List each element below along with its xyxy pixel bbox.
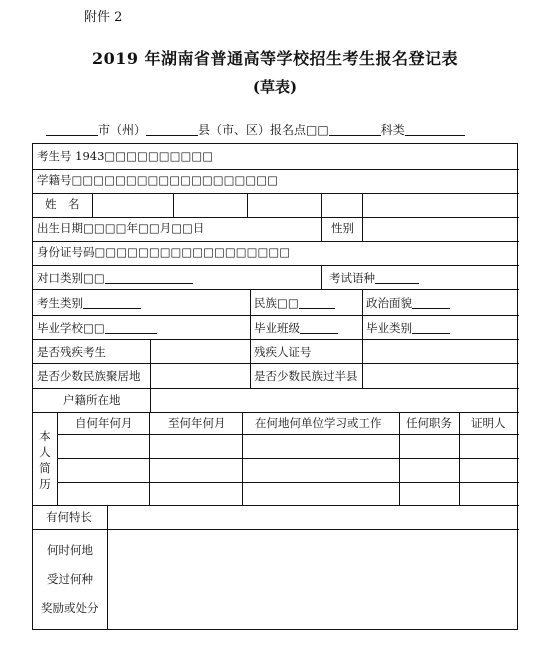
city-blank[interactable] <box>46 122 98 136</box>
exam-language-field[interactable]: 考试语种 <box>329 271 419 285</box>
duikou-category-field[interactable]: 对口类别□□ <box>37 271 193 285</box>
graduation-class-field[interactable]: 毕业班级 <box>254 321 338 335</box>
hukou-label: 户籍所在地 <box>63 393 121 407</box>
awards-label-line3: 奖励或处分 <box>41 601 99 615</box>
awards-label-line2: 受过何种 <box>47 572 93 586</box>
political-status-field[interactable]: 政治面貌 <box>366 296 450 310</box>
resume-label: 本 人 简 历 <box>39 429 51 491</box>
resume-col-place: 在何地何单位学习或工作 <box>255 416 382 430</box>
category-label: 科类 <box>380 123 405 137</box>
point-blank[interactable] <box>329 122 381 136</box>
disability-certificate-label: 残疾人证号 <box>254 345 312 359</box>
id-number-field[interactable]: 身份证号码□□□□□□□□□□□□□□□□□□ <box>37 245 291 259</box>
form-subtitle: (草表) <box>252 78 298 96</box>
county-label: 县（市、区）报名点□□ <box>198 123 329 137</box>
registration-location-line <box>46 121 465 138</box>
graduation-school-field[interactable]: 毕业学校□□ <box>37 321 157 335</box>
resume-col-to: 至何年何月 <box>168 416 226 430</box>
resume-col-position: 任何职务 <box>406 416 452 430</box>
graduation-type-field[interactable]: 毕业类别 <box>366 321 450 335</box>
category-blank[interactable] <box>405 122 465 136</box>
disabled-candidate-label: 是否残疾考生 <box>37 345 106 359</box>
attachment-label: 附件 2 <box>84 10 123 25</box>
minority-half-county-label: 是否少数民族过半县 <box>254 369 358 383</box>
gender-label: 性别 <box>331 221 354 235</box>
name-label: 姓 名 <box>45 197 80 211</box>
registration-form-table <box>32 143 518 630</box>
birth-date-field[interactable]: 出生日期□□□□年□□月□□日 <box>37 221 205 235</box>
exam-number-field[interactable]: 考生号 1943□□□□□□□□□□ <box>37 149 214 163</box>
school-registration-number-field[interactable]: 学籍号□□□□□□□□□□□□□□□□□□□ <box>37 173 278 187</box>
resume-col-from: 自何年何月 <box>75 416 133 430</box>
form-title: 2019 年湖南省普通高等学校招生考生报名登记表 <box>91 49 459 68</box>
specialty-label: 有何特长 <box>46 510 92 524</box>
minority-area-label: 是否少数民族聚居地 <box>37 369 141 383</box>
awards-label-line1: 何时何地 <box>47 543 93 557</box>
ethnicity-field[interactable]: 民族□□ <box>254 296 335 310</box>
resume-col-witness: 证明人 <box>471 416 506 430</box>
candidate-type-field[interactable]: 考生类别 <box>37 296 141 310</box>
county-blank[interactable] <box>146 122 198 136</box>
city-label: 市（州） <box>98 123 147 137</box>
